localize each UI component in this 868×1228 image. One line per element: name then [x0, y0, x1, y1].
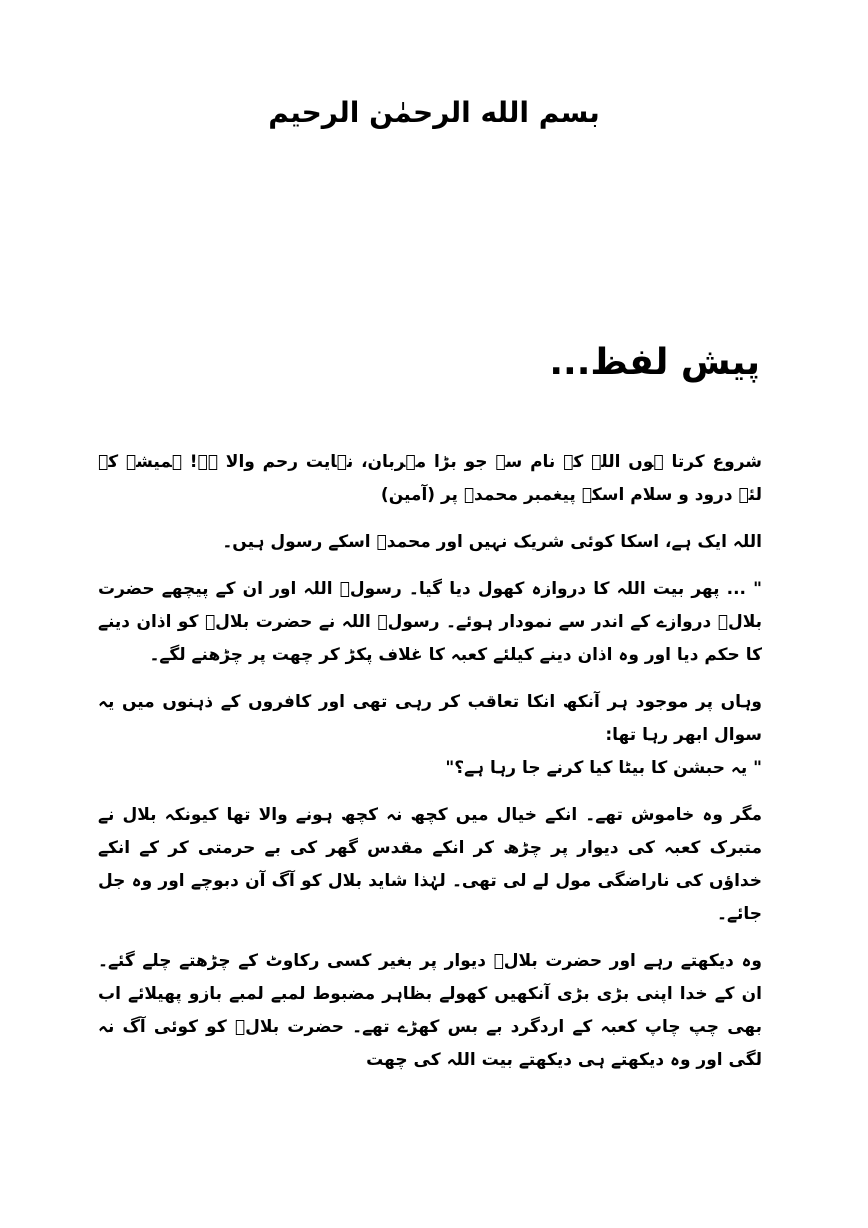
paragraph-climbing: وہ دیکھتے رہے اور حضرت بلالؓ دیوار پر بغیر کسی رکاوٹ کے چڑھتے چلے گئے۔ ان کے خدا اپنی بڑی بڑی آنکھیں کھولے بظاہر مضبوط لمبے لمبے بازو پھیلائے اب بھی چپ چاپ کعبہ کے اردگرد بے بس کھڑے تھے۔ حضرت بلالؓ کو کوئی آگ نہ لگی اور وہ دیکھتے ہی دیکھتے بیت اللہ کی چھت: [98, 951, 762, 1070]
paragraph-opening: شروع کرتا ہوں اللہ کے نام سے جو بڑا مہربان، نہایت رحم والا ہے! ہمیشہ کے لئے درود و سلام اسکے پیغمبر محمدؐ پر (آمین): [98, 452, 762, 505]
paragraph-silence: مگر وہ خاموش تھے۔ انکے خیال میں کچھ نہ کچھ ہونے والا تھا کیونکہ بلال نے متبرک کعبہ کی دیوار پر چڑھ کر انکے مقدس گھر کی بے حرمتی کر کے انکے خداؤں کی ناراضگی مول لے لی تھی۔ لہٰذا شاید بلال کو آگ آن دبوچے اور وہ جل جائے۔: [98, 805, 762, 924]
paragraph-question: " یہ حبشن کا بیٹا کیا کرنے جا رہا ہے؟": [445, 758, 762, 778]
body-text: [98, 446, 762, 1091]
paragraph-shahada: اللہ ایک ہے، اسکا کوئی شریک نہیں اور محمدؐ اسکے رسول ہیں۔: [222, 532, 762, 552]
paragraph-watching: وہاں پر موجود ہر آنکھ انکا تعاقب کر رہی تھی اور کافروں کے ذہنوں میں یہ سوال ابھر رہا تھا:: [98, 692, 762, 745]
bismillah-title: بسم الله الرحمٰن الرحیم: [268, 96, 600, 129]
paragraph-kaaba-door: " ... پھر بیت اللہ کا دروازہ کھول دیا گیا۔ رسولؐ اللہ اور ان کے پیچھے حضرت بلالؓ دروازے کے اندر سے نمودار ہوئے۔ رسولؐ اللہ نے حضرت بلالؓ کو اذان دینے کا حکم دیا اور وہ اذان دینے کیلئے کعبہ کا غلاف پکڑ کر چھت پر چڑھنے لگے۔: [98, 579, 762, 665]
section-heading: پیش لفظ...: [549, 342, 760, 383]
